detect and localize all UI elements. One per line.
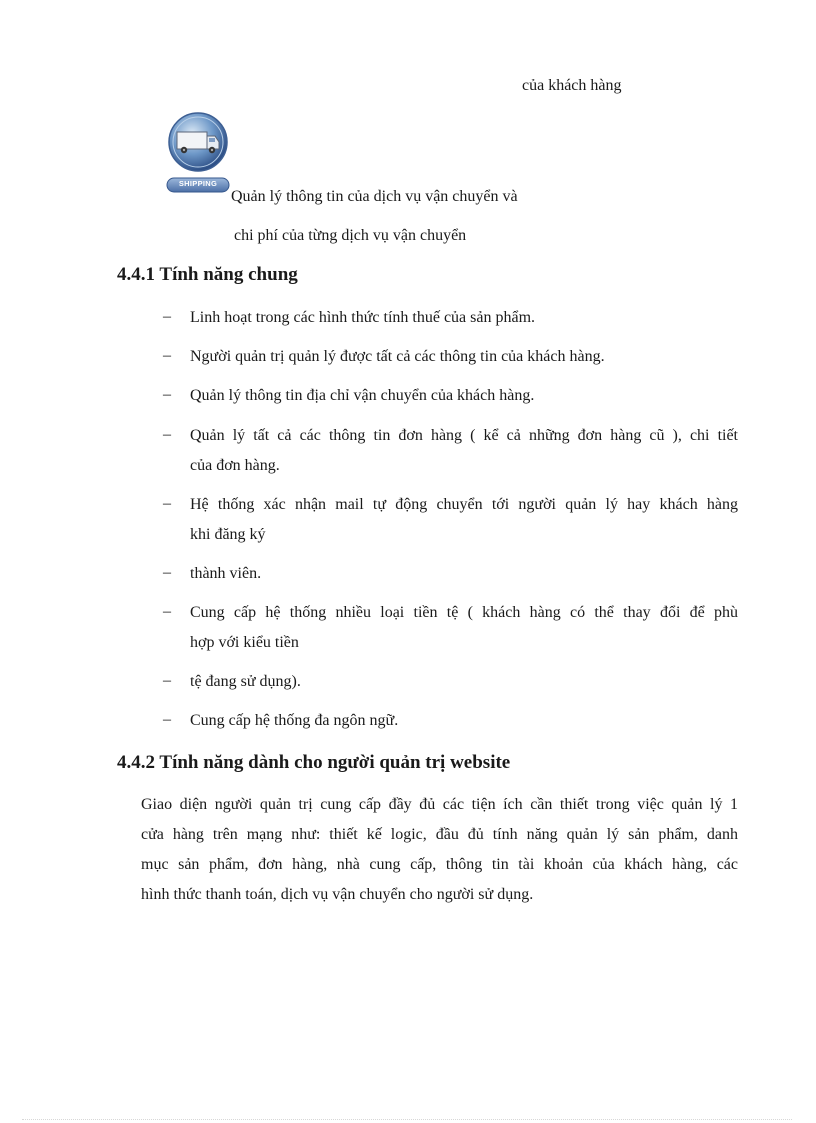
bullet-dash: – bbox=[163, 564, 171, 581]
bullet-dash: – bbox=[163, 347, 171, 364]
list-item-line: hợp với kiểu tiền bbox=[190, 634, 299, 651]
shipping-truck-icon bbox=[163, 112, 233, 200]
page-bottom-rule bbox=[22, 1119, 792, 1120]
section-heading-4-4-2: 4.4.2 Tính năng dành cho người quản trị website bbox=[117, 752, 511, 773]
bullet-dash: – bbox=[163, 495, 171, 512]
paragraph-line: cửa hàng trên mạng như: thiết kế logic, đầu đủ tính năng quản lý sản phẩm, danh bbox=[141, 826, 738, 843]
list-item-line: khi đăng ký bbox=[190, 526, 266, 543]
bullet-dash: – bbox=[163, 386, 171, 403]
list-item-line: Quản lý thông tin địa chỉ vận chuyển của khách hàng. bbox=[190, 387, 535, 404]
list-item-line: Quản lý tất cả các thông tin đơn hàng ( kể cả những đơn hàng cũ ), chi tiết bbox=[190, 427, 738, 444]
paragraph-line: mục sản phẩm, đơn hàng, nhà cung cấp, thông tin tài khoản của khách hàng, các bbox=[141, 856, 738, 873]
bullet-dash: – bbox=[163, 308, 171, 325]
shipping-line-1: Quản lý thông tin của dịch vụ vận chuyển và bbox=[231, 188, 518, 205]
list-item-line: Cung cấp hệ thống đa ngôn ngữ. bbox=[190, 712, 399, 729]
bullet-dash: – bbox=[163, 426, 171, 443]
list-item-line: của đơn hàng. bbox=[190, 457, 280, 474]
list-item-line: Hệ thống xác nhận mail tự động chuyển tới người quản lý hay khách hàng bbox=[190, 496, 738, 513]
section-heading-4-4-1: 4.4.1 Tính năng chung bbox=[117, 264, 298, 285]
shipping-line-2: chi phí của từng dịch vụ vận chuyển bbox=[234, 227, 467, 244]
list-item-line: thành viên. bbox=[190, 565, 262, 582]
list-item-line: Linh hoạt trong các hình thức tính thuế của sản phẩm. bbox=[190, 309, 536, 326]
top-fragment: của khách hàng bbox=[522, 77, 622, 94]
list-item-line: Cung cấp hệ thống nhiều loại tiền tệ ( khách hàng có thể thay đổi để phù bbox=[190, 604, 738, 621]
list-item-line: Người quản trị quản lý được tất cả các thông tin của khách hàng. bbox=[190, 348, 605, 365]
bullet-dash: – bbox=[163, 711, 171, 728]
list-item-line: tệ đang sử dụng). bbox=[190, 673, 301, 690]
paragraph-line: Giao diện người quản trị cung cấp đầy đủ các tiện ích cần thiết trong việc quản lý 1 bbox=[141, 796, 738, 813]
shipping-icon-label: SHIPPING bbox=[178, 179, 218, 188]
bullet-dash: – bbox=[163, 672, 171, 689]
bullet-dash: – bbox=[163, 603, 171, 620]
paragraph-line: hình thức thanh toán, dịch vụ vận chuyển cho người sử dụng. bbox=[141, 886, 534, 903]
